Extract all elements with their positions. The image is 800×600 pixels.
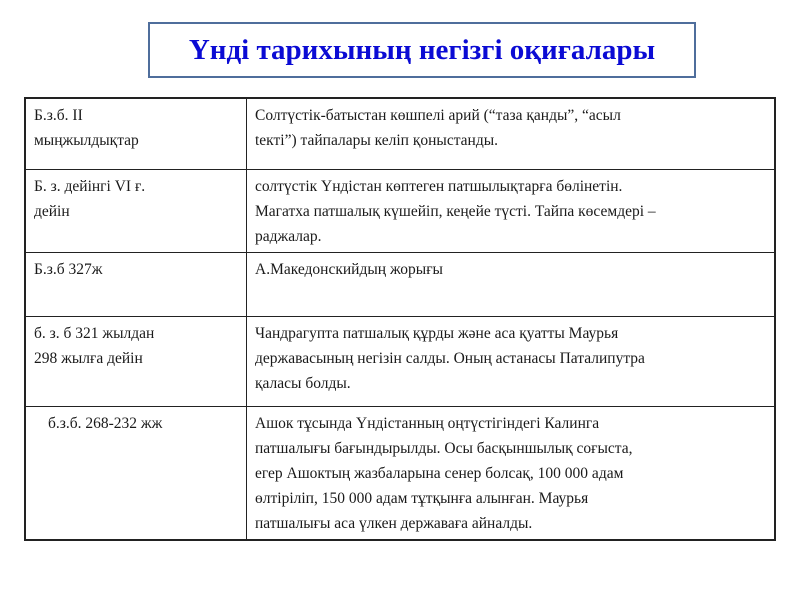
- title-box: [148, 22, 696, 78]
- table-row: [25, 406, 775, 540]
- date-cell: Б.з.б. II мыңжылдықтар: [25, 98, 247, 169]
- date-cell: Б.з.б 327ж: [25, 252, 247, 316]
- table-row: [25, 169, 775, 252]
- table-row: [25, 252, 775, 316]
- date-cell: б. з. б 321 жылдан 298 жылға дейін: [25, 316, 247, 406]
- event-cell: Ашок тұсында Үндістанның оңтүстігіндегі Калинга патшалығы бағындырылды. Осы басқыншылық соғыста, егер Ашоктың жазбаларына сенер болсақ, 100 000 адам өлтіріліп, 150 000 адам тұтқынға алынған. Маурья патшалығы аса үлкен державаға айналды.: [247, 406, 776, 540]
- table-row: [25, 98, 775, 169]
- event-cell: Солтүстік-батыстан көшпелі арий (“таза қанды”, “асыл tекті”) тайпалары келіп қоныстанды.: [247, 98, 776, 169]
- event-cell: Чандрагупта патшалық құрды және аса қуатты Маурья державасының негізін салды. Оның астанасы Паталипутра қаласы болды.: [247, 316, 776, 406]
- date-cell: Б. з. дейінгі VI ғ. дейін: [25, 169, 247, 252]
- event-cell: солтүстік Үндістан көптеген патшылықтарға бөлінетін. Магатха патшалық күшейіп, кеңейе түсті. Тайпа көсемдері – раджалар.: [247, 169, 776, 252]
- date-cell: б.з.б. 268-232 жж: [25, 406, 247, 540]
- table-row: [25, 316, 775, 406]
- event-cell: А.Македонскийдың жорығы: [247, 252, 776, 316]
- slide-title: Үнді тарихының негізгі оқиғалары: [188, 33, 656, 66]
- events-table: [24, 97, 776, 541]
